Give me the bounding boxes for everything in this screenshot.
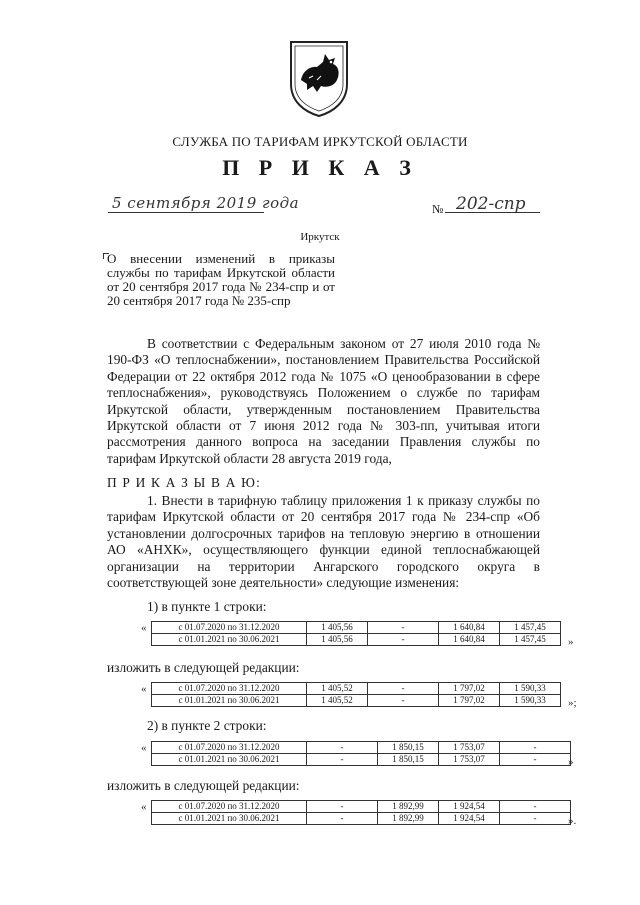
handwritten-order-number: 202-спр — [456, 194, 526, 214]
tariff-table-point2-new — [151, 800, 571, 825]
decree-heading: П Р И К А З Ы В А Ю: — [107, 475, 261, 490]
value-cell: 1 924,54 — [439, 813, 500, 825]
table-row — [152, 634, 561, 646]
period-cell: с 01.07.2020 по 31.12.2020 — [152, 683, 307, 695]
value-cell: 1 753,07 — [439, 754, 500, 766]
value-cell: - — [368, 634, 439, 646]
city-name: Иркутск — [300, 231, 340, 243]
date-underline — [108, 212, 264, 213]
organization-name: СЛУЖБА ПО ТАРИФАМ ИРКУТСКОЙ ОБЛАСТИ — [172, 134, 468, 149]
replace-with-label: изложить в следующей редакции: — [107, 660, 300, 675]
open-quote: « — [141, 683, 147, 695]
value-cell: 1 640,84 — [439, 634, 500, 646]
value-cell: 1 892,99 — [378, 813, 439, 825]
coat-of-arms-emblem — [287, 40, 351, 118]
value-cell: 1 924,54 — [439, 801, 500, 813]
period-cell: с 01.01.2021 по 30.06.2021 — [152, 754, 307, 766]
tariff-table-point1-old — [151, 621, 561, 646]
table-row — [152, 801, 571, 813]
close-quote: » — [568, 636, 574, 648]
value-cell: - — [500, 801, 571, 813]
replace-with-label: изложить в следующей редакции: — [107, 778, 300, 793]
value-cell: 1 797,02 — [439, 695, 500, 707]
value-cell: 1 405,56 — [307, 622, 368, 634]
subitem-1-label: 1) в пункте 1 строки: — [147, 599, 267, 614]
value-cell: - — [500, 754, 571, 766]
value-cell: - — [368, 695, 439, 707]
open-quote: « — [141, 622, 147, 634]
value-cell: 1 892,99 — [378, 801, 439, 813]
period-cell: с 01.01.2021 по 30.06.2021 — [152, 813, 307, 825]
period-cell: с 01.01.2021 по 30.06.2021 — [152, 634, 307, 646]
preamble-paragraph: В соответствии с Федеральным законом от 27 июля 2010 года № 190-ФЗ «О теплоснабжении», постановлением Правительства Российской Федерации от 22 октября 2012 года № 1075 «О ценообразовании в сфере теплоснабжения», руководствуясь Положением о службе по тарифам Иркутской области, утвержденным постановлением Правительства Иркутской области от 7 июня 2012 года № 303-пп, учитывая итоги рассмотрения данного вопроса на заседании Правления службы по тарифам Иркутской области 28 августа 2019 года, — [107, 336, 540, 466]
close-quote: » — [568, 756, 574, 768]
close-quote-period: ». — [568, 815, 577, 827]
subitem-2-label: 2) в пункте 2 строки: — [147, 718, 267, 733]
value-cell: 1 753,07 — [439, 742, 500, 754]
value-cell: 1 640,84 — [439, 622, 500, 634]
table-row — [152, 695, 561, 707]
value-cell: 1 405,52 — [307, 695, 368, 707]
table-row — [152, 813, 571, 825]
value-cell: - — [307, 742, 378, 754]
value-cell: - — [500, 813, 571, 825]
period-cell: с 01.07.2020 по 31.12.2020 — [152, 801, 307, 813]
table-row — [152, 622, 561, 634]
document-title: П Р И К А З — [222, 155, 418, 180]
number-underline — [445, 212, 540, 213]
value-cell: - — [307, 754, 378, 766]
tariff-table-point2-old — [151, 741, 571, 766]
open-quote: « — [141, 801, 147, 813]
value-cell: 1 850,15 — [378, 742, 439, 754]
value-cell: - — [307, 801, 378, 813]
value-cell: 1 457,45 — [500, 622, 561, 634]
number-sign: № — [432, 202, 444, 216]
handwritten-date: 5 сентября 2019 года — [112, 194, 300, 212]
item-1-paragraph: 1. Внести в тарифную таблицу приложения 1 к приказу службы по тарифам Иркутской области от 20 сентября 2017 года № 234-спр «Об установлении долгосрочных тарифов на тепловую энергию в отношении АО «АНХК», осуществляющего функции единой теплоснабжающей организации на территории Ангарского городского округа в соответствующей зоне деятельности» следующие изменения: — [107, 493, 540, 591]
value-cell: 1 405,52 — [307, 683, 368, 695]
table-row — [152, 683, 561, 695]
value-cell: 1 405,56 — [307, 634, 368, 646]
value-cell: - — [307, 813, 378, 825]
table-row — [152, 742, 571, 754]
period-cell: с 01.07.2020 по 31.12.2020 — [152, 622, 307, 634]
value-cell: - — [368, 622, 439, 634]
value-cell: 1 457,45 — [500, 634, 561, 646]
table-row — [152, 754, 571, 766]
value-cell: 1 850,15 — [378, 754, 439, 766]
value-cell: - — [500, 742, 571, 754]
period-cell: с 01.07.2020 по 31.12.2020 — [152, 742, 307, 754]
value-cell: 1 797,02 — [439, 683, 500, 695]
open-quote: « — [141, 742, 147, 754]
value-cell: 1 590,33 — [500, 683, 561, 695]
period-cell: с 01.01.2021 по 30.06.2021 — [152, 695, 307, 707]
subject-corner-mark — [103, 253, 109, 259]
close-quote-semicolon: »; — [568, 697, 577, 709]
value-cell: - — [368, 683, 439, 695]
value-cell: 1 590,33 — [500, 695, 561, 707]
tariff-table-point1-new — [151, 682, 561, 707]
order-subject — [107, 252, 335, 308]
subject-text: О внесении изменений в приказы службы по тарифам Иркутской области от 20 сентября 2017 года № 234-спр и от 20 сентября 2017 года № 235-спр — [107, 251, 335, 308]
